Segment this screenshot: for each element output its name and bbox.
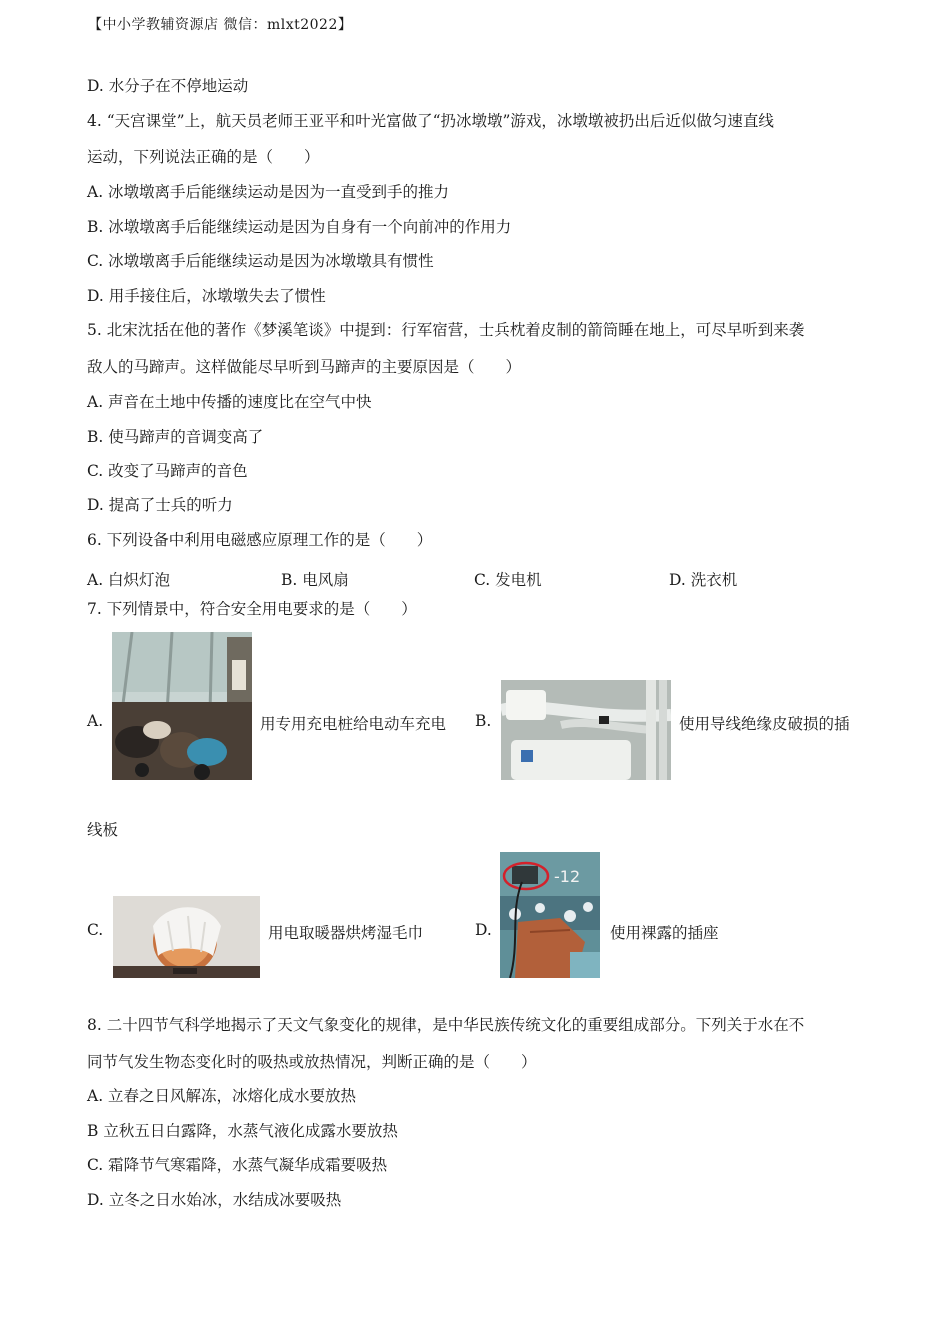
q7-option-a-label: A.	[87, 712, 104, 730]
q4-option-a: A. 冰墩墩离手后能继续运动是因为一直受到手的推力	[87, 183, 450, 201]
q5-stem-line1: 5. 北宋沈括在他的著作《梦溪笔谈》中提到：行军宿营，士兵枕着皮制的箭筒睡在地上，可尽早听到来袭	[87, 321, 805, 339]
q7-option-c-label: C.	[87, 921, 104, 939]
q7-image-d-exposed-socket	[500, 852, 600, 978]
q6-option-a: A. 白炽灯泡	[87, 571, 171, 589]
q7-option-c-text: 用电取暖器烘烤湿毛巾	[268, 924, 424, 942]
q7-option-b-text-continued: 线板	[87, 821, 119, 839]
q7-image-b-damaged-wire	[501, 680, 671, 780]
q7-image-c-heater-towel	[113, 896, 260, 978]
q6-option-b: B. 电风扇	[281, 571, 349, 589]
q4-option-d: D. 用手接住后，冰墩墩失去了惯性	[87, 287, 326, 305]
q8-option-a: A. 立春之日风解冻，冰熔化成水要放热	[87, 1087, 357, 1105]
q8-stem-line1: 8. 二十四节气科学地揭示了天文气象变化的规律，是中华民族传统文化的重要组成部分。下列关于水在不	[87, 1016, 805, 1034]
page-header: 【中小学教辅资源店 微信：mlxt2022】	[88, 17, 353, 33]
q4-stem-line2: 运动，下列说法正确的是（ ）	[87, 148, 320, 166]
q6-option-c: C. 发电机	[474, 571, 542, 589]
q5-option-d: D. 提高了士兵的听力	[87, 496, 233, 514]
q7-stem: 7. 下列情景中，符合安全用电要求的是（ ）	[87, 600, 417, 618]
q8-option-c: C. 霜降节气寒霜降，水蒸气凝华成霜要吸热	[87, 1156, 388, 1174]
q7-option-b-text: 使用导线绝缘皮破损的插	[679, 715, 850, 733]
q6-stem: 6. 下列设备中利用电磁感应原理工作的是（ ）	[87, 531, 433, 549]
q5-option-b: B. 使马蹄声的音调变高了	[87, 428, 264, 446]
q7-option-d-text: 使用裸露的插座	[610, 924, 719, 942]
q7-option-d-label: D.	[475, 921, 492, 939]
q4-option-c: C. 冰墩墩离手后能继续运动是因为冰墩墩具有惯性	[87, 252, 434, 270]
q7-option-a-text: 用专用充电桩给电动车充电	[260, 715, 447, 733]
q5-option-c: C. 改变了马蹄声的音色	[87, 462, 248, 480]
q7-image-d-sign-text: -12	[554, 867, 581, 886]
q4-stem-line1: 4. “天宫课堂”上，航天员老师王亚平和叶光富做了“扔冰墩墩”游戏，冰墩墩被扔出后近似做匀速直线	[87, 112, 774, 130]
q8-stem-line2: 同节气发生物态变化时的吸热或放热情况，判断正确的是（ ）	[87, 1053, 537, 1071]
q8-option-b: B 立秋五日白露降，水蒸气液化成露水要放热	[87, 1122, 398, 1140]
q8-option-d: D. 立冬之日水始冰，水结成冰要吸热	[87, 1191, 342, 1209]
q5-option-a: A. 声音在土地中传播的速度比在空气中快	[87, 393, 372, 411]
q6-option-d: D. 洗衣机	[669, 571, 738, 589]
q7-image-a-charging-station	[112, 632, 252, 780]
q7-option-b-label: B.	[475, 712, 492, 730]
q5-stem-line2: 敌人的马蹄声。这样做能尽早听到马蹄声的主要原因是（ ）	[87, 358, 522, 376]
q4-option-b: B. 冰墩墩离手后能继续运动是因为自身有一个向前冲的作用力	[87, 218, 512, 236]
q3-option-d: D. 水分子在不停地运动	[87, 77, 249, 95]
